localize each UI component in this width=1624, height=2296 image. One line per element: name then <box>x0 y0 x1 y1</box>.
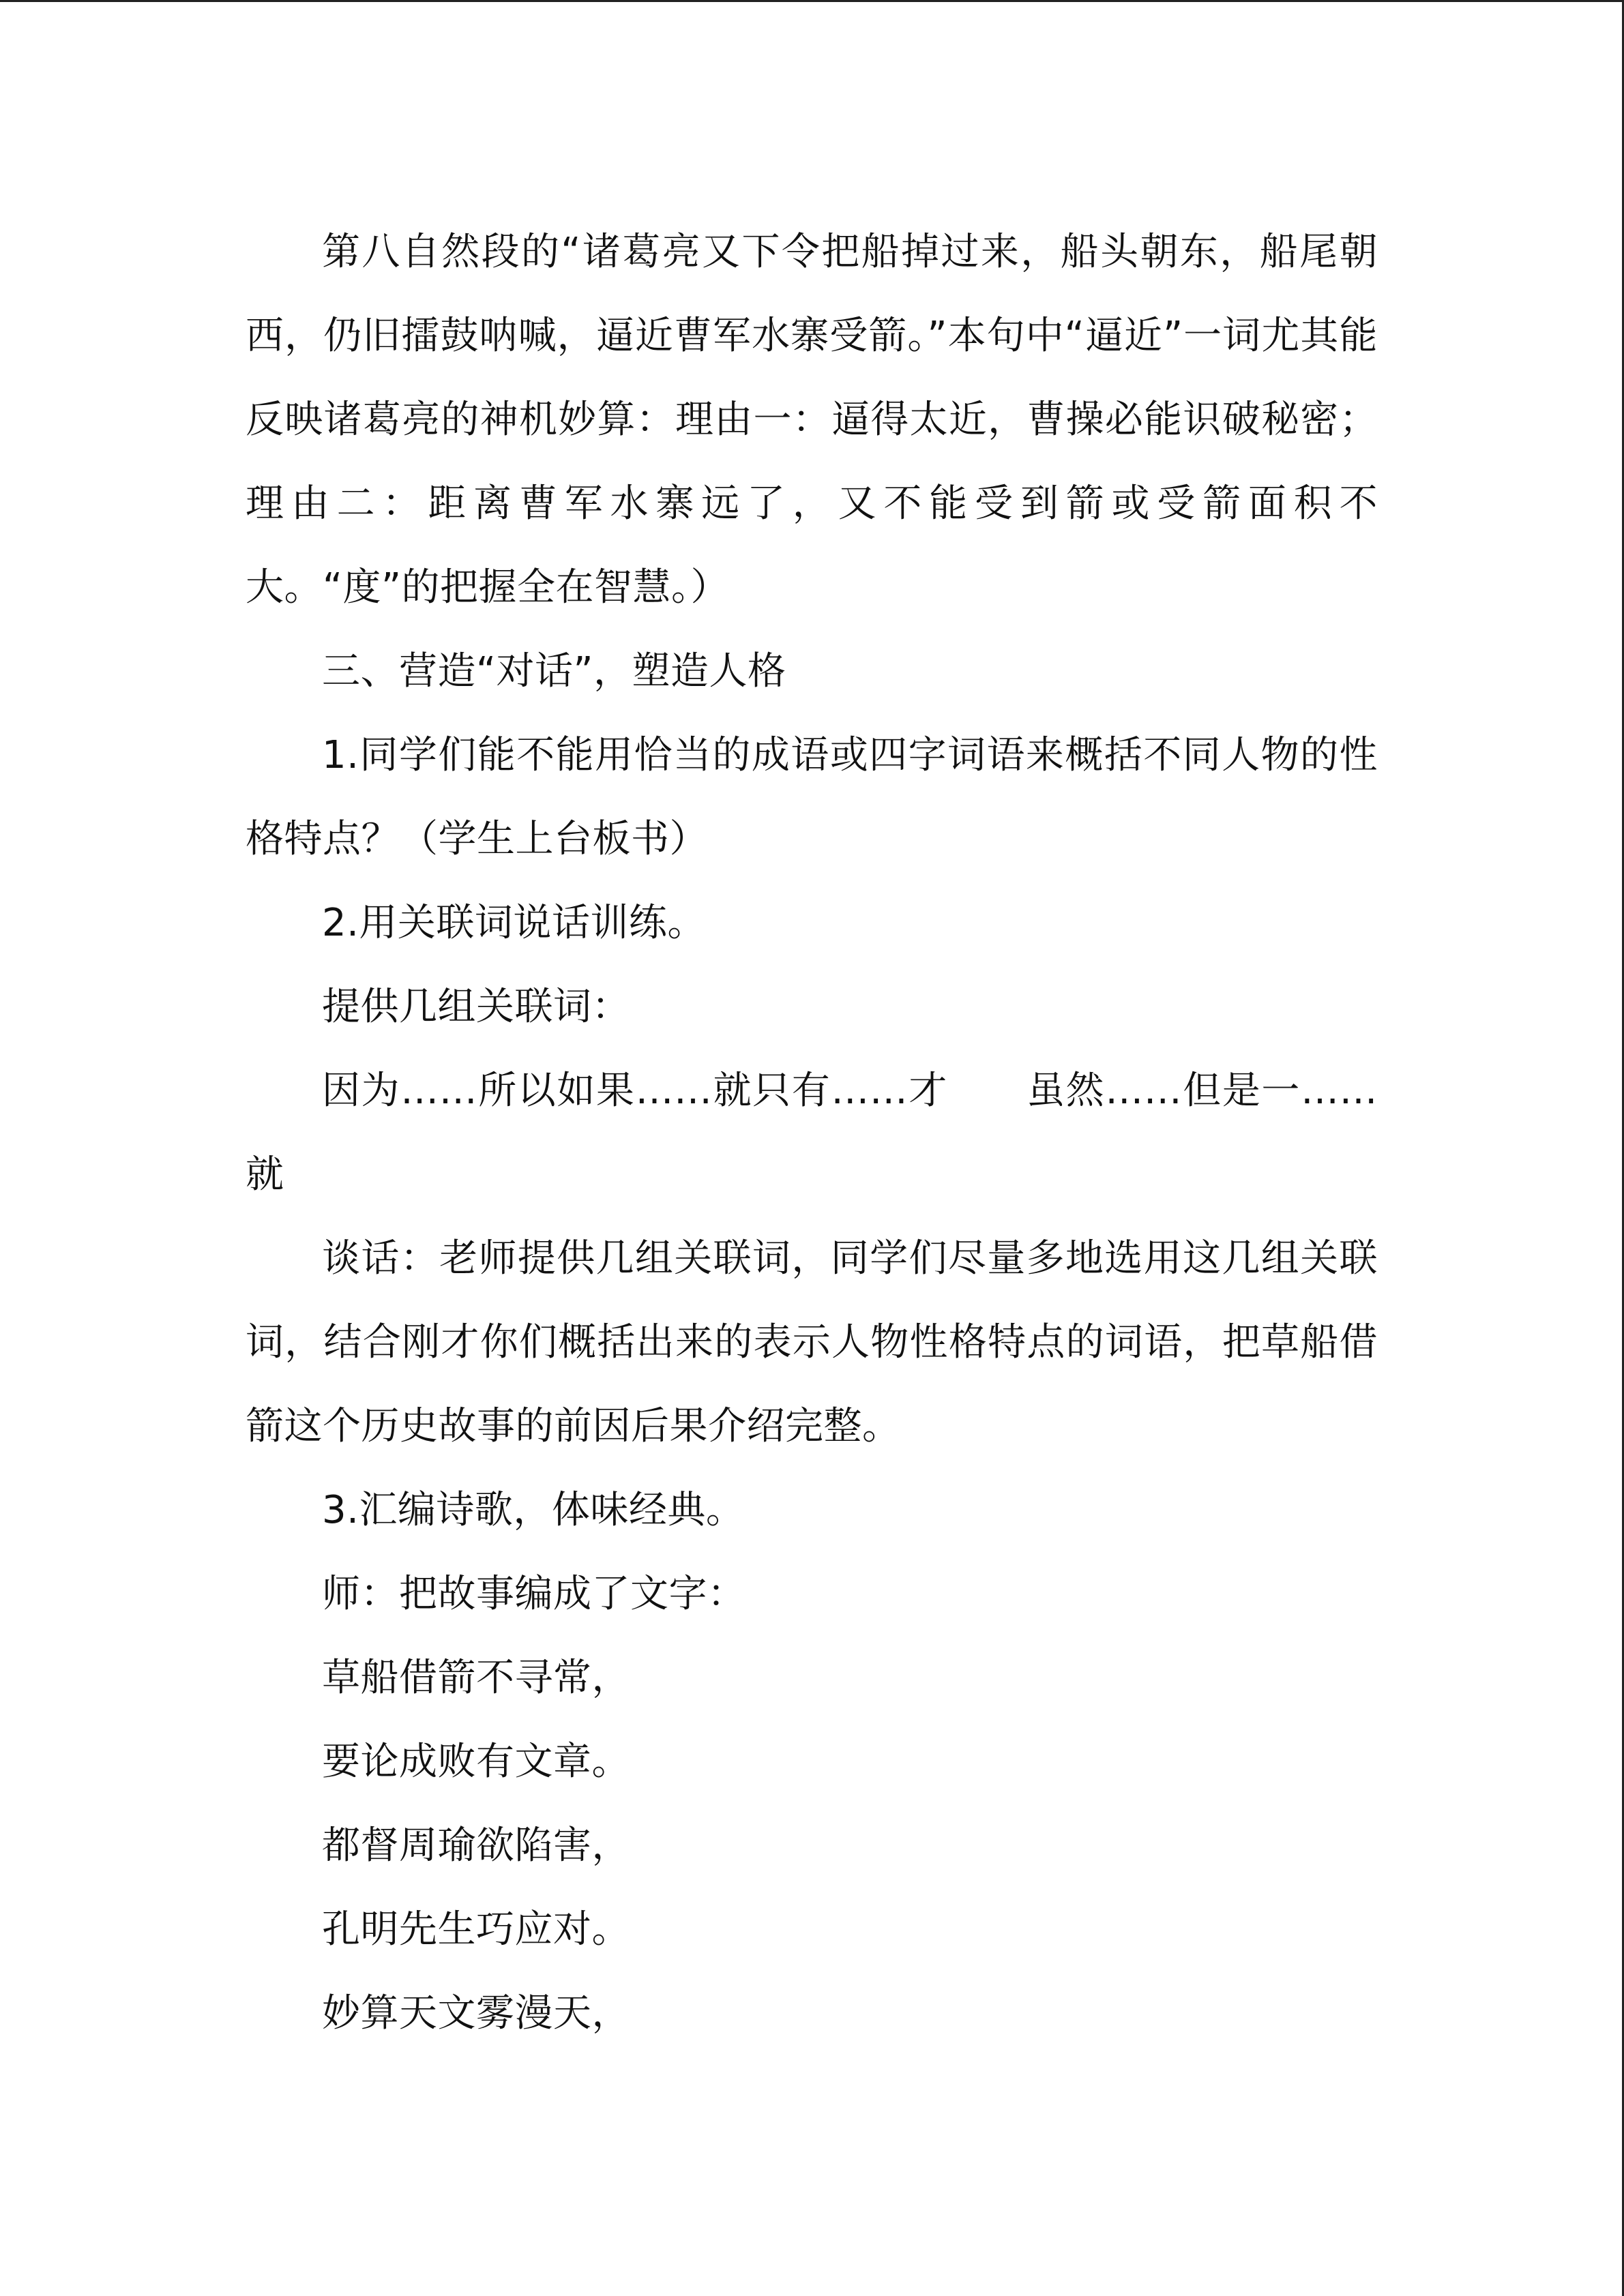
paragraph-conjunctions-list: 因为……所以如果……就只有……才 虽然……但是一……就 <box>246 1069 1378 1197</box>
poem-line-5: 妙算天文雾漫天， <box>322 1991 630 2036</box>
poem-line-1: 草船借箭不寻常， <box>322 1656 630 1700</box>
paragraph-teacher-intro: 师：把故事编成了文字： <box>322 1572 746 1616</box>
paragraph-task-1: 1.同学们能不能用恰当的成语或四字词语来概括不同人物的性格特点？（学生上台板书） <box>246 733 1378 861</box>
poem-line-4: 孔明先生巧应对。 <box>322 1907 630 1952</box>
paragraph-task-2: 2.用关联词说话训练。 <box>322 901 706 945</box>
paragraph-teacher-talk: 谈话：老师提供几组关联词，同学们尽量多地选用这几组关联词，结合刚才你们概括出来的表示人物性格特点的词语，把草船借箭这个历史故事的前因后果介绍完整。 <box>246 1236 1378 1448</box>
poem-line-3: 都督周瑜欲陷害， <box>322 1823 630 1868</box>
paragraph-conjunctions-intro: 提供几组关联词： <box>322 985 630 1029</box>
paragraph-task-3: 3.汇编诗歌，体味经典。 <box>322 1488 745 1532</box>
section-heading-dialogue: 三、营造“对话”，塑造人格 <box>322 649 786 694</box>
document-body <box>246 210 1378 2055</box>
paragraph-zhuge-liang-analysis: 第八自然段的“诸葛亮又下令把船掉过来，船头朝东，船尾朝西，仍旧擂鼓呐喊，逼近曹军水寨受箭。”本句中“逼近”一词尤其能反映诸葛亮的神机妙算：理由一：逼得太近，曹操必能识破秘密；理由二：距离曹军水寨远了，又不能受到箭或受箭面积不大。“度”的把握全在智慧。） <box>246 230 1378 610</box>
poem-line-2: 要论成败有文章。 <box>322 1740 630 1784</box>
